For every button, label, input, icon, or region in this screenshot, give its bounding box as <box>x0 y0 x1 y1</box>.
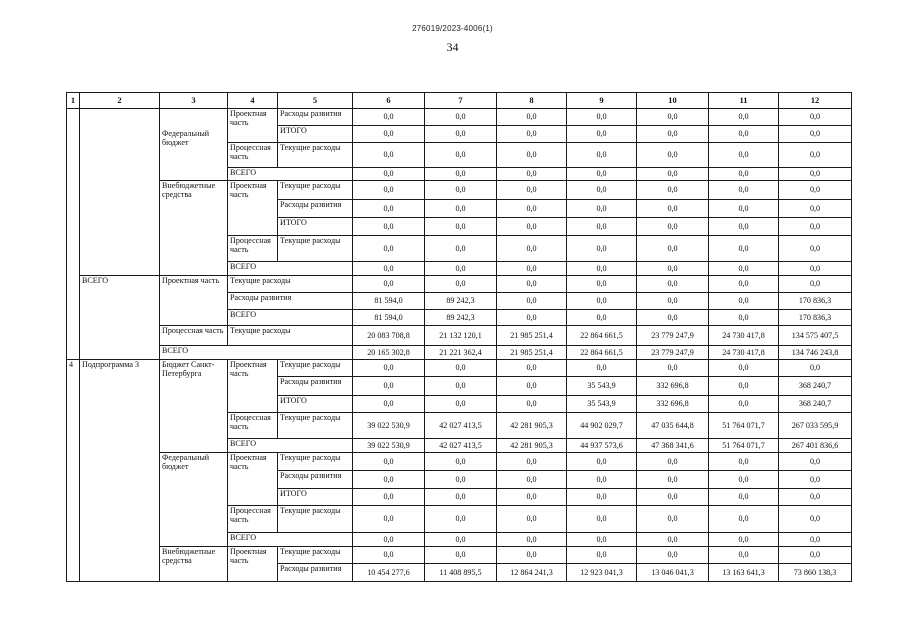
column-header: 6 <box>353 93 425 109</box>
value-cell: 0,0 <box>567 360 637 377</box>
source-extrabudget: Внебюджетные средства <box>160 181 228 276</box>
part-process: Процессная часть <box>160 326 228 346</box>
table-row <box>67 109 852 126</box>
value-cell: 0,0 <box>567 471 637 489</box>
value-cell: 0,0 <box>709 547 779 564</box>
value-cell: 0,0 <box>637 200 709 218</box>
value-cell: 44 902 029,7 <box>567 413 637 439</box>
table-row <box>67 276 852 293</box>
value-cell: 0,0 <box>497 236 567 262</box>
budget-table <box>66 92 852 582</box>
value-cell: 0,0 <box>637 506 709 533</box>
value-cell: 0,0 <box>779 262 852 276</box>
value-cell: 0,0 <box>425 143 497 168</box>
value-cell: 0,0 <box>709 276 779 293</box>
value-cell: 0,0 <box>353 109 425 126</box>
value-cell: 0,0 <box>425 126 497 143</box>
value-cell: 0,0 <box>709 293 779 310</box>
value-cell: 44 937 573,6 <box>567 439 637 453</box>
value-cell: 332 696,8 <box>637 377 709 396</box>
expense-type: Текущие расходы <box>228 326 353 346</box>
page-number: 34 <box>446 40 459 54</box>
part-project: Проектная часть <box>228 181 278 236</box>
value-cell: 0,0 <box>353 200 425 218</box>
value-cell: 35 543,9 <box>567 377 637 396</box>
value-cell: 0,0 <box>709 471 779 489</box>
row-number-cell: 4 <box>67 360 80 582</box>
value-cell: 89 242,3 <box>425 310 497 326</box>
expense-type: ИТОГО <box>278 489 353 506</box>
part-project: Проектная часть <box>228 360 278 413</box>
value-cell: 21 132 120,1 <box>425 326 497 346</box>
value-cell: 0,0 <box>497 453 567 471</box>
value-cell: 0,0 <box>637 126 709 143</box>
part-project: Проектная часть <box>228 109 278 143</box>
value-cell: 0,0 <box>497 200 567 218</box>
value-cell: 0,0 <box>637 360 709 377</box>
value-cell: 0,0 <box>497 109 567 126</box>
value-cell: 0,0 <box>567 168 637 181</box>
column-header: 11 <box>709 93 779 109</box>
expense-type: Текущие расходы <box>278 143 353 168</box>
value-cell: 24 730 417,8 <box>709 326 779 346</box>
value-cell: 0,0 <box>353 547 425 564</box>
value-cell: 0,0 <box>425 276 497 293</box>
expense-type: ИТОГО <box>278 126 353 143</box>
value-cell: 0,0 <box>779 276 852 293</box>
value-cell: 0,0 <box>637 236 709 262</box>
value-cell: 39 022 530,9 <box>353 413 425 439</box>
total-label: ВСЕГО <box>228 439 353 453</box>
value-cell: 81 594,0 <box>353 310 425 326</box>
program-total-label: ВСЕГО <box>80 276 160 360</box>
part-process: Процессная часть <box>228 413 278 439</box>
value-cell: 0,0 <box>497 168 567 181</box>
source-federal-budget: Федеральный бюджет <box>160 453 228 547</box>
value-cell: 0,0 <box>497 218 567 236</box>
expense-type: Текущие расходы <box>278 453 353 471</box>
value-cell: 0,0 <box>567 489 637 506</box>
value-cell: 0,0 <box>353 181 425 200</box>
value-cell: 0,0 <box>497 276 567 293</box>
expense-type: Текущие расходы <box>278 506 353 533</box>
value-cell: 0,0 <box>779 547 852 564</box>
value-cell: 368 240,7 <box>779 396 852 413</box>
value-cell: 0,0 <box>353 126 425 143</box>
table-row <box>67 346 852 360</box>
value-cell: 0,0 <box>779 109 852 126</box>
value-cell: 0,0 <box>709 506 779 533</box>
value-cell: 0,0 <box>497 547 567 564</box>
value-cell: 0,0 <box>353 533 425 547</box>
value-cell: 0,0 <box>497 489 567 506</box>
value-cell: 0,0 <box>425 547 497 564</box>
expense-type: Текущие расходы <box>228 276 353 293</box>
source-extrabudget: Внебюджетные средства <box>160 547 228 582</box>
value-cell: 0,0 <box>425 200 497 218</box>
value-cell: 0,0 <box>779 453 852 471</box>
value-cell: 0,0 <box>567 181 637 200</box>
value-cell: 0,0 <box>353 377 425 396</box>
value-cell: 0,0 <box>637 489 709 506</box>
value-cell: 0,0 <box>709 218 779 236</box>
column-header: 5 <box>278 93 353 109</box>
value-cell: 0,0 <box>709 200 779 218</box>
value-cell: 11 408 895,5 <box>425 564 497 582</box>
value-cell: 0,0 <box>779 533 852 547</box>
value-cell: 23 779 247,9 <box>637 326 709 346</box>
value-cell: 0,0 <box>567 218 637 236</box>
value-cell: 0,0 <box>567 262 637 276</box>
value-cell: 0,0 <box>779 489 852 506</box>
source-spb-budget: Бюджет Санкт-Петербурга <box>160 360 228 453</box>
value-cell: 0,0 <box>779 143 852 168</box>
value-cell: 0,0 <box>425 533 497 547</box>
table-row <box>67 326 852 346</box>
column-header: 3 <box>160 93 228 109</box>
value-cell: 0,0 <box>567 276 637 293</box>
value-cell: 0,0 <box>779 126 852 143</box>
value-cell: 0,0 <box>567 547 637 564</box>
value-cell: 267 033 595,9 <box>779 413 852 439</box>
value-cell: 0,0 <box>709 453 779 471</box>
part-project: Проектная часть <box>228 453 278 506</box>
source-federal-budget: Федеральный бюджет <box>160 109 228 181</box>
part-project: Проектная часть <box>228 547 278 582</box>
value-cell: 368 240,7 <box>779 377 852 396</box>
value-cell: 0,0 <box>637 181 709 200</box>
value-cell: 0,0 <box>425 471 497 489</box>
value-cell: 24 730 417,8 <box>709 346 779 360</box>
value-cell: 0,0 <box>353 236 425 262</box>
value-cell: 0,0 <box>637 168 709 181</box>
part-process: Процессная часть <box>228 143 278 168</box>
value-cell: 0,0 <box>497 533 567 547</box>
value-cell: 0,0 <box>709 262 779 276</box>
expense-type: Текущие расходы <box>278 547 353 564</box>
expense-type: Текущие расходы <box>278 360 353 377</box>
value-cell: 134 575 407,5 <box>779 326 852 346</box>
value-cell: 0,0 <box>353 143 425 168</box>
value-cell: 0,0 <box>497 181 567 200</box>
value-cell: 0,0 <box>637 109 709 126</box>
total-label: ВСЕГО <box>160 346 353 360</box>
value-cell: 51 764 071,7 <box>709 413 779 439</box>
value-cell: 0,0 <box>709 377 779 396</box>
value-cell: 0,0 <box>637 533 709 547</box>
value-cell: 0,0 <box>567 143 637 168</box>
total-label: ВСЕГО <box>228 310 353 326</box>
value-cell: 73 860 138,3 <box>779 564 852 582</box>
value-cell: 0,0 <box>779 471 852 489</box>
value-cell: 0,0 <box>637 547 709 564</box>
value-cell: 0,0 <box>353 506 425 533</box>
value-cell: 170 836,3 <box>779 293 852 310</box>
column-header: 10 <box>637 93 709 109</box>
value-cell: 0,0 <box>567 506 637 533</box>
value-cell: 0,0 <box>425 360 497 377</box>
expense-type: Расходы развития <box>228 293 353 310</box>
value-cell: 0,0 <box>567 126 637 143</box>
column-header: 9 <box>567 93 637 109</box>
value-cell: 0,0 <box>425 109 497 126</box>
program-name-cell <box>80 109 160 276</box>
value-cell: 0,0 <box>637 262 709 276</box>
subprogram-name: Подпрограмма 3 <box>80 360 160 582</box>
value-cell: 0,0 <box>709 143 779 168</box>
value-cell: 0,0 <box>353 360 425 377</box>
value-cell: 42 027 413,5 <box>425 439 497 453</box>
value-cell: 42 281 905,3 <box>497 413 567 439</box>
value-cell: 13 046 041,3 <box>637 564 709 582</box>
value-cell: 0,0 <box>709 109 779 126</box>
value-cell: 0,0 <box>637 310 709 326</box>
column-header: 1 <box>67 93 80 109</box>
expense-type: Расходы развития <box>278 377 353 396</box>
value-cell: 0,0 <box>637 453 709 471</box>
value-cell: 0,0 <box>425 377 497 396</box>
value-cell: 39 022 530,9 <box>353 439 425 453</box>
part-process: Процессная часть <box>228 506 278 533</box>
value-cell: 0,0 <box>567 533 637 547</box>
value-cell: 0,0 <box>497 126 567 143</box>
part-process: Процессная часть <box>228 236 278 262</box>
value-cell: 170 836,3 <box>779 310 852 326</box>
value-cell: 0,0 <box>425 396 497 413</box>
value-cell: 0,0 <box>425 181 497 200</box>
value-cell: 0,0 <box>567 236 637 262</box>
row-number-cell <box>67 109 80 360</box>
value-cell: 0,0 <box>709 310 779 326</box>
total-label: ВСЕГО <box>228 168 353 181</box>
column-header: 7 <box>425 93 497 109</box>
value-cell: 0,0 <box>353 262 425 276</box>
value-cell: 0,0 <box>779 506 852 533</box>
value-cell: 0,0 <box>567 200 637 218</box>
value-cell: 0,0 <box>497 262 567 276</box>
expense-type: ИТОГО <box>278 218 353 236</box>
value-cell: 0,0 <box>709 360 779 377</box>
value-cell: 0,0 <box>637 276 709 293</box>
expense-type: Текущие расходы <box>278 181 353 200</box>
table-row <box>67 360 852 377</box>
value-cell: 0,0 <box>497 377 567 396</box>
value-cell: 0,0 <box>497 360 567 377</box>
expense-type: ИТОГО <box>278 396 353 413</box>
value-cell: 20 165 302,8 <box>353 346 425 360</box>
column-header: 2 <box>80 93 160 109</box>
value-cell: 23 779 247,9 <box>637 346 709 360</box>
value-cell: 0,0 <box>779 360 852 377</box>
table-row <box>67 453 852 471</box>
expense-type: Текущие расходы <box>278 413 353 439</box>
value-cell: 0,0 <box>779 200 852 218</box>
value-cell: 0,0 <box>353 489 425 506</box>
column-header: 8 <box>497 93 567 109</box>
expense-type: Расходы развития <box>278 109 353 126</box>
value-cell: 0,0 <box>353 276 425 293</box>
value-cell: 12 923 041,3 <box>567 564 637 582</box>
table-row <box>67 181 852 200</box>
value-cell: 0,0 <box>425 168 497 181</box>
value-cell: 0,0 <box>779 181 852 200</box>
document-reference: 276019/2023-4006(1) <box>412 24 493 33</box>
value-cell: 0,0 <box>709 181 779 200</box>
value-cell: 21 985 251,4 <box>497 346 567 360</box>
value-cell: 42 027 413,5 <box>425 413 497 439</box>
value-cell: 0,0 <box>497 143 567 168</box>
expense-type: Расходы развития <box>278 471 353 489</box>
value-cell: 0,0 <box>637 218 709 236</box>
value-cell: 0,0 <box>709 533 779 547</box>
value-cell: 0,0 <box>779 218 852 236</box>
value-cell: 0,0 <box>709 489 779 506</box>
value-cell: 0,0 <box>353 168 425 181</box>
value-cell: 267 401 836,6 <box>779 439 852 453</box>
column-header: 12 <box>779 93 852 109</box>
value-cell: 0,0 <box>425 453 497 471</box>
value-cell: 0,0 <box>353 471 425 489</box>
expense-type: Текущие расходы <box>278 236 353 262</box>
value-cell: 0,0 <box>353 396 425 413</box>
value-cell: 35 543,9 <box>567 396 637 413</box>
part-project: Проектная часть <box>160 276 228 326</box>
value-cell: 332 696,8 <box>637 396 709 413</box>
value-cell: 47 368 341,6 <box>637 439 709 453</box>
value-cell: 0,0 <box>497 506 567 533</box>
value-cell: 0,0 <box>425 218 497 236</box>
value-cell: 0,0 <box>425 489 497 506</box>
total-label: ВСЕГО <box>228 533 353 547</box>
value-cell: 134 746 243,8 <box>779 346 852 360</box>
column-numbers-row <box>67 93 852 109</box>
value-cell: 0,0 <box>779 236 852 262</box>
table-row <box>67 547 852 564</box>
expense-type: Расходы развития <box>278 200 353 218</box>
value-cell: 22 864 661,5 <box>567 326 637 346</box>
value-cell: 0,0 <box>497 471 567 489</box>
value-cell: 0,0 <box>497 396 567 413</box>
value-cell: 0,0 <box>709 126 779 143</box>
value-cell: 51 764 071,7 <box>709 439 779 453</box>
value-cell: 10 454 277,6 <box>353 564 425 582</box>
value-cell: 0,0 <box>425 236 497 262</box>
value-cell: 0,0 <box>709 396 779 413</box>
value-cell: 0,0 <box>497 293 567 310</box>
value-cell: 0,0 <box>779 168 852 181</box>
value-cell: 0,0 <box>353 453 425 471</box>
value-cell: 0,0 <box>567 453 637 471</box>
value-cell: 0,0 <box>425 506 497 533</box>
value-cell: 0,0 <box>567 310 637 326</box>
value-cell: 12 864 241,3 <box>497 564 567 582</box>
value-cell: 81 594,0 <box>353 293 425 310</box>
value-cell: 0,0 <box>637 471 709 489</box>
column-header: 4 <box>228 93 278 109</box>
value-cell: 22 864 661,5 <box>567 346 637 360</box>
value-cell: 0,0 <box>497 310 567 326</box>
value-cell: 47 035 644,8 <box>637 413 709 439</box>
value-cell: 0,0 <box>709 236 779 262</box>
value-cell: 0,0 <box>353 218 425 236</box>
value-cell: 0,0 <box>567 293 637 310</box>
value-cell: 20 083 708,8 <box>353 326 425 346</box>
value-cell: 42 281 905,3 <box>497 439 567 453</box>
total-label: ВСЕГО <box>228 262 353 276</box>
expense-type: Расходы развития <box>278 564 353 582</box>
value-cell: 0,0 <box>425 262 497 276</box>
value-cell: 13 163 641,3 <box>709 564 779 582</box>
value-cell: 0,0 <box>637 143 709 168</box>
value-cell: 21 221 362,4 <box>425 346 497 360</box>
value-cell: 0,0 <box>637 293 709 310</box>
value-cell: 21 985 251,4 <box>497 326 567 346</box>
value-cell: 0,0 <box>567 109 637 126</box>
value-cell: 0,0 <box>709 168 779 181</box>
value-cell: 89 242,3 <box>425 293 497 310</box>
